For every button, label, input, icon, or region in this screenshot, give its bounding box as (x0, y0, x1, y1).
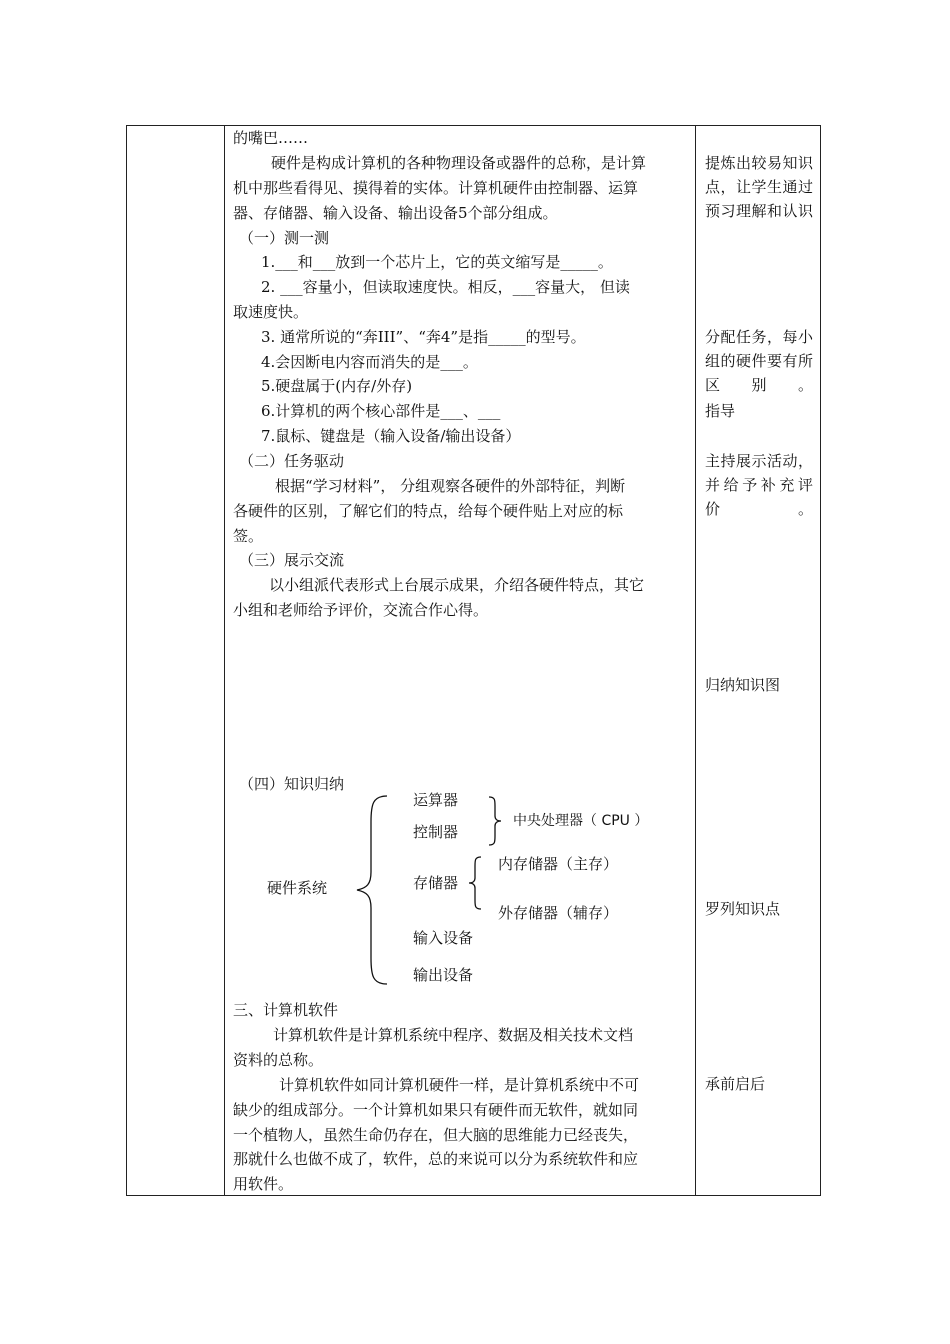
note-summary-map: 归纳知识图 (705, 676, 781, 694)
task-paragraph-line: 签。 (233, 527, 264, 545)
diagram-node-alu: 运算器 (413, 791, 459, 809)
quiz-item: 4.会因断电内容而消失的是___。 (261, 353, 478, 371)
software-paragraph-line: 资料的总称。 (233, 1051, 324, 1069)
big-left-brace (353, 794, 393, 986)
lesson-table (126, 125, 821, 1196)
note-assign-task: 分配任务，每小组的硬件要有所区别。 (705, 328, 813, 394)
quiz-item: 6.计算机的两个核心部件是___、___ (261, 402, 501, 420)
task-paragraph-line: 根据“学习材料”， 分组观察各硬件的外部特征，判断 (275, 477, 626, 495)
column-divider-left (224, 126, 225, 1195)
cpu-right-brace (487, 796, 503, 846)
diagram-root: 硬件系统 (267, 879, 328, 897)
task-paragraph-line: 各硬件的区别，了解它们的特点，给每个硬件贴上对应的标 (233, 502, 624, 520)
software-paragraph-line: 一个植物人，虽然生命仍存在，但大脑的思维能力已经丧失， (233, 1126, 639, 1144)
diagram-node-controller: 控制器 (413, 823, 459, 841)
software-paragraph-line: 用软件。 (233, 1175, 294, 1193)
section-title-summary: （四）知识归纳 (239, 775, 345, 793)
quiz-item: 7.鼠标、键盘是（输入设备/输出设备） (261, 427, 521, 445)
software-paragraph-line: 那就什么也做不成了，软件，总的来说可以分为系统软件和应 (233, 1150, 639, 1168)
section-title-share: （三）展示交流 (239, 551, 345, 569)
quiz-item: 1.___和___放到一个芯片上，它的英文缩写是_____。 (261, 253, 613, 271)
share-paragraph-line: 以小组派代表形式上台展示成果，介绍各硬件特点，其它 (269, 576, 645, 594)
diagram-node-input: 输入设备 (413, 929, 474, 947)
section-title-test: （一）测一测 (239, 229, 330, 247)
share-paragraph-line: 小组和老师给予评价，交流合作心得。 (233, 601, 489, 619)
hardware-paragraph-line: 硬件是构成计算机的各种物理设备或器件的总称，是计算 (271, 154, 647, 172)
software-paragraph-line: 缺少的组成部分。一个计算机如果只有硬件而无软件，就如同 (233, 1101, 639, 1119)
note-guide: 指导 (705, 402, 736, 420)
column-divider-right (695, 126, 696, 1195)
section-title-software: 三、计算机软件 (233, 1001, 339, 1019)
software-paragraph-line: 计算机软件如同计算机硬件一样，是计算机系统中不可 (279, 1076, 640, 1094)
diagram-node-ram: 内存储器（主存） (498, 855, 619, 873)
note-list-points: 罗列知识点 (705, 900, 781, 918)
software-paragraph-line: 计算机软件是计算机系统中程序、数据及相关技术文档 (273, 1026, 634, 1044)
quiz-item: 3. 通常所说的“奔III”、“奔4”是指_____的型号。 (261, 328, 586, 346)
diagram-node-cpu: 中央处理器（ CPU ） (513, 813, 649, 829)
hardware-paragraph-line: 器、存储器、输入设备、输出设备5个部分组成。 (233, 204, 558, 222)
note-preview: 提炼出较易知识点，让学生通过预习理解和认识 (705, 154, 813, 220)
note-transition: 承前启后 (705, 1075, 766, 1093)
text-line: 的嘴巴…… (233, 129, 309, 147)
diagram-node-output: 输出设备 (413, 966, 474, 984)
diagram-node-storage: 存储器 (413, 874, 459, 892)
quiz-item: 取速度快。 (233, 303, 309, 321)
quiz-item: 2. ___容量小，但读取速度快。相反，___容量大， 但读 (261, 278, 630, 296)
quiz-item: 5.硬盘属于(内存/外存) (261, 377, 413, 395)
storage-left-brace (467, 856, 483, 910)
section-title-task: （二）任务驱动 (239, 452, 345, 470)
hardware-paragraph-line: 机中那些看得见、摸得着的实体。计算机硬件由控制器、运算 (233, 179, 639, 197)
note-host-show: 主持展示活动，并给予补充评价。 (705, 452, 813, 518)
diagram-node-rom: 外存储器（辅存） (498, 904, 619, 922)
